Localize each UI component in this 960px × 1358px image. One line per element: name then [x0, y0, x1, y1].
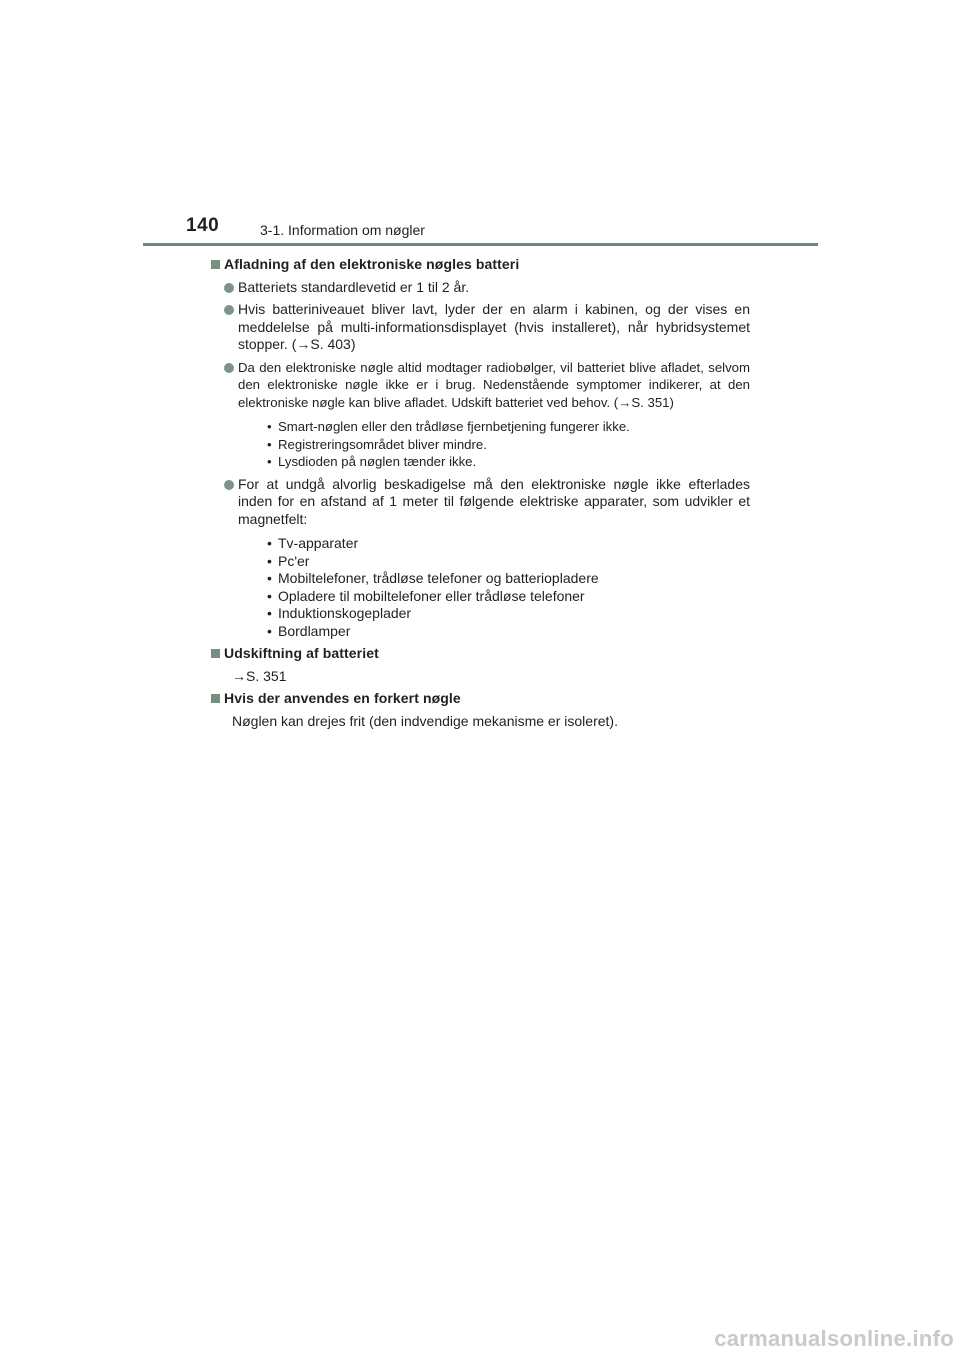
- section-heading: [210, 690, 750, 708]
- square-bullet-icon: [211, 260, 220, 269]
- watermark: carmanualsonline.info: [714, 1326, 954, 1351]
- list-item: • Bordlamper: [238, 623, 750, 641]
- page-number: 140: [186, 215, 220, 236]
- round-bullet-icon: [224, 363, 234, 373]
- bullet-text: Batteriets standardlevetid er 1 til 2 år.: [238, 278, 470, 295]
- appliance-list: [238, 535, 750, 640]
- paragraph: Nøglen kan drejes frit (den indvendige mekanisme er isoleret).: [232, 712, 618, 729]
- list-item: • Tv-apparater: [238, 535, 750, 553]
- list-item: • Lysdioden på nøglen tænder ikke.: [238, 453, 750, 471]
- section-heading: [210, 256, 750, 274]
- page-reference: →S. 351: [232, 667, 287, 684]
- bullet-item: [210, 301, 750, 354]
- section-heading: [210, 645, 750, 663]
- bullet-item: [210, 476, 750, 641]
- list-item: • Smart-nøglen eller den trådløse fjernbetjening fungerer ikke.: [238, 418, 750, 436]
- square-bullet-icon: [211, 694, 220, 703]
- bullet-text: For at undgå alvorlig beskadigelse må den elektroniske nøgle ikke efterlades inden for en afstand af 1 meter til følgende elektriske apparater, som udvikler et magnetfelt:: [238, 475, 750, 527]
- round-bullet-icon: [224, 480, 234, 490]
- heading-text: Afladning af den elektroniske nøgles batteri: [224, 256, 520, 272]
- heading-text: Hvis der anvendes en forkert nøgle: [224, 690, 461, 706]
- list-item: • Induktionskogeplader: [238, 605, 750, 623]
- bullet-item: [210, 359, 750, 471]
- list-item: • Mobiltelefoner, trådløse telefoner og batteriopladere: [238, 570, 750, 588]
- list-item: • Opladere til mobiltelefoner eller trådløse telefoner: [238, 588, 750, 606]
- bullet-text: Da den elektroniske nøgle altid modtager radiobølger, vil batteriet blive afladet, selvom den elektroniske nøgle ikke er i brug. Nedenstående symptomer indikerer, at den elektroniske nøgle kan blive afladet. Udskift batteriet ved behov. (→S. 351): [238, 359, 750, 410]
- heading-text: Udskiftning af batteriet: [224, 645, 379, 661]
- list-item: • Pc'er: [238, 553, 750, 571]
- content: [210, 256, 750, 735]
- bullet-text: Hvis batteriniveauet bliver lavt, lyder der en alarm i kabinen, og der vises en meddelelse på multi-informationsdisplayet (hvis installeret), når hybridsystemet stopper. (→S. 403): [238, 301, 750, 352]
- list-item: • Registreringsområdet bliver mindre.: [238, 436, 750, 454]
- section-title: 3-1. Information om nøgler: [260, 222, 425, 238]
- bullet-item: [210, 279, 750, 297]
- header-rule: [143, 243, 818, 246]
- symptom-list: [238, 418, 750, 471]
- section-battery-discharge: [210, 256, 750, 640]
- round-bullet-icon: [224, 305, 234, 315]
- round-bullet-icon: [224, 283, 234, 293]
- section-wrong-key: [210, 690, 750, 730]
- square-bullet-icon: [211, 649, 220, 658]
- section-battery-replacement: [210, 645, 750, 685]
